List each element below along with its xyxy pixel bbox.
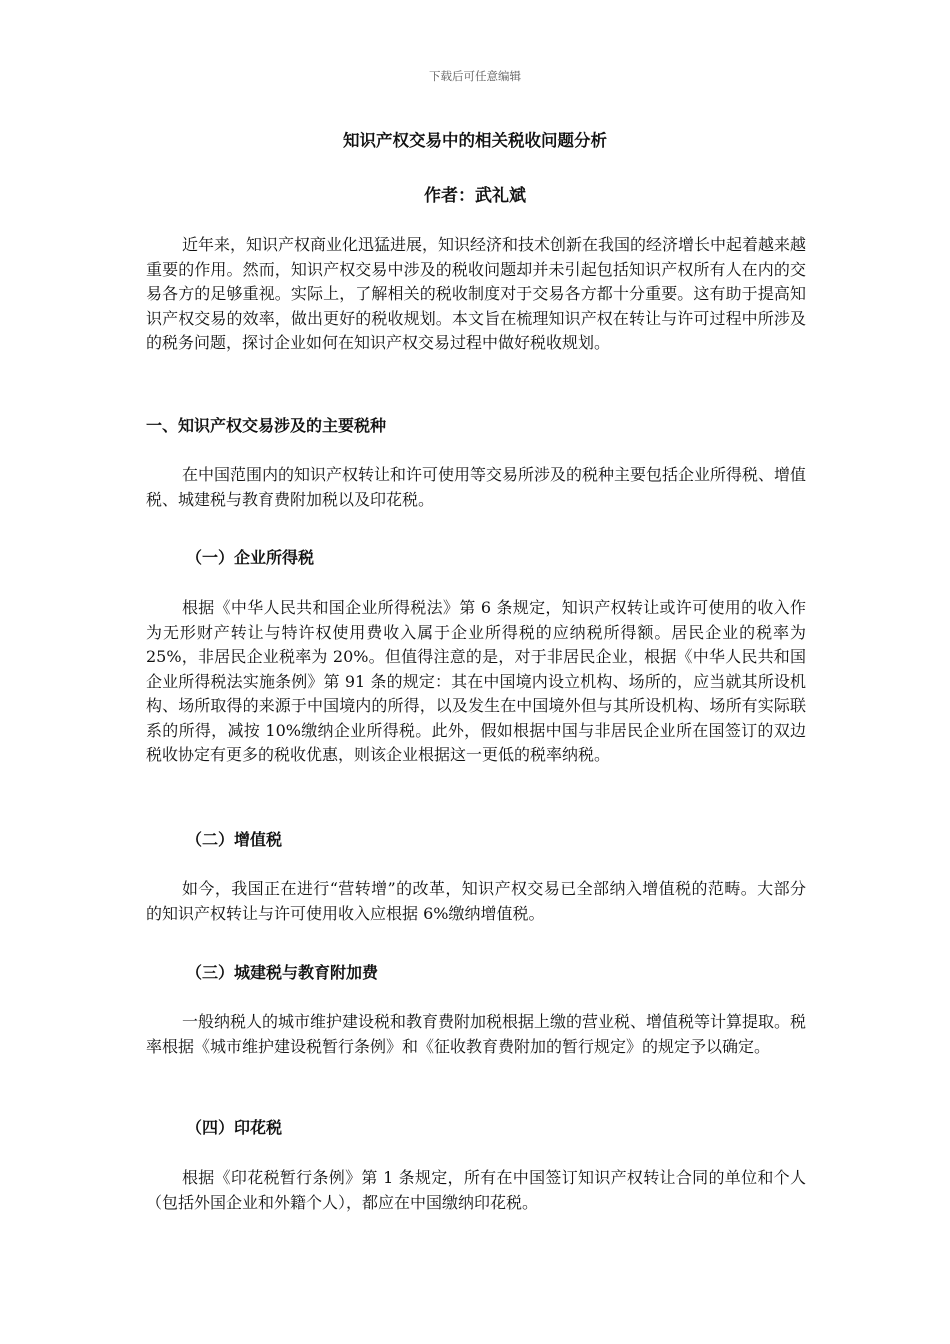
subsection-4-heading: （四）印花税 xyxy=(186,1118,283,1137)
document-title: 知识产权交易中的相关税收问题分析 xyxy=(343,131,607,150)
header-note: 下载后可任意编辑 xyxy=(429,69,521,83)
subsection-2-paragraph: 如今，我国正在进行“营转增”的改革，知识产权交易已全部纳入增值税的范畴。大部分的知识产权转让与许可使用收入应根据 6%缴纳增值税。 xyxy=(146,879,806,923)
section-1-paragraph: 在中国范围内的知识产权转让和许可使用等交易所涉及的税种主要包括企业所得税、增值税、城建税与教育费附加税以及印花税。 xyxy=(146,465,807,509)
author-line: 作者：武礼斌 xyxy=(424,186,526,206)
subsection-2-heading: （二）增值税 xyxy=(186,830,283,849)
subsection-3-paragraph: 一般纳税人的城市维护建设税和教育费附加税根据上缴的营业税、增值税等计算提取。税率根据《城市维护建设税暂行条例》和《征收教育费附加的暂行规定》的规定予以确定。 xyxy=(146,1012,807,1056)
section-1-heading: 一、知识产权交易涉及的主要税种 xyxy=(146,416,387,435)
intro-paragraph: 近年来，知识产权商业化迅猛进展，知识经济和技术创新在我国的经济增长中起着越来越重要的作用。然而，知识产权交易中涉及的税收问题却并未引起包括知识产权所有人在内的交易各方的足够重视。实际上，了解相关的税收制度对于交易各方都十分重要。这有助于提高知识产权交易的效率，做出更好的税收规划。本文旨在梳理知识产权在转让与许可过程中所涉及的税务问题，探讨企业如何在知识产权交易过程中做好税收规划。 xyxy=(146,235,807,352)
subsection-1-paragraph: 根据《中华人民共和国企业所得税法》第 6 条规定，知识产权转让或许可使用的收入作为无形财产转让与特许权使用费收入属于企业所得税的应纳税所得额。居民企业的税率为 25%，非居民企业税率为 20%。但值得注意的是，对于非居民企业，根据《中华人民共和国企业所得税法实施条例》第 91 条的规定：其在中国境内设立机构、场所的，应当就其所设机构、场所取得的来源于中国境内的所得，以及发生在中国境外但与其所设机构、场所有实际联系的所得，减按 10%缴纳企业所得税。此外，假如根据中国与非居民企业所在国签订的双边税收协定有更多的税收优惠，则该企业根据这一更低的税率纳税。 xyxy=(146,598,806,764)
subsection-1-heading: （一）企业所得税 xyxy=(186,548,315,567)
subsection-3-heading: （三）城建税与教育附加费 xyxy=(186,963,379,982)
subsection-4-paragraph: 根据《印花税暂行条例》第 1 条规定，所有在中国签订知识产权转让合同的单位和个人（包括外国企业和外籍个人），都应在中国缴纳印花税。 xyxy=(146,1168,806,1212)
